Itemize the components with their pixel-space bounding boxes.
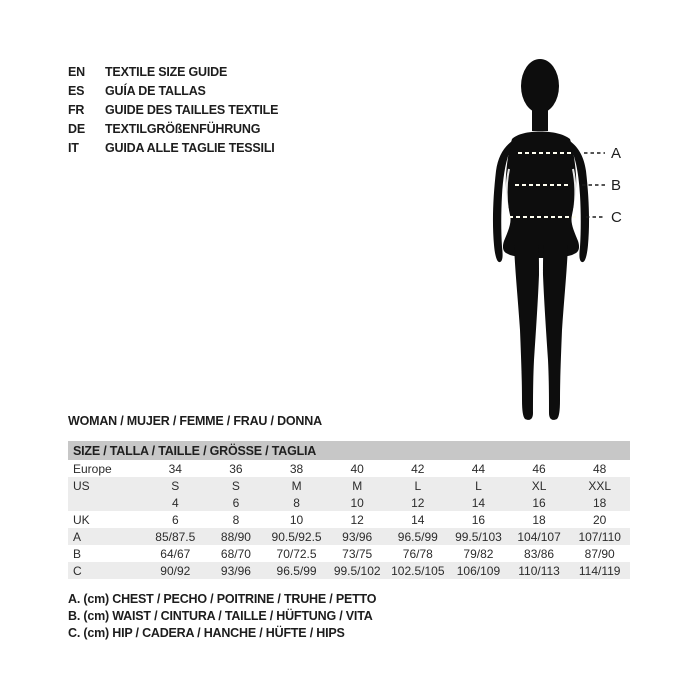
table-cell: 88/90 [220, 529, 251, 544]
size-table [68, 441, 630, 579]
table-cell: 104/107 [517, 529, 561, 544]
language-code: ES [68, 83, 85, 98]
table-cell: 85/87.5 [155, 529, 196, 544]
table-cell: 90/92 [160, 563, 191, 578]
table-cell: M [291, 478, 302, 493]
language-entry [68, 62, 278, 81]
table-cell: 16 [532, 495, 546, 510]
table-cell: 12 [411, 495, 425, 510]
table-cell: 64/67 [160, 546, 191, 561]
table-cell: 114/119 [578, 563, 621, 578]
table-cell: 76/78 [402, 546, 433, 561]
table-row [68, 528, 630, 545]
table-cell: 107/110 [578, 529, 621, 544]
table-row [68, 545, 630, 562]
language-label: TEXTILGRÖßENFÜHRUNG [105, 121, 261, 136]
table-row [68, 460, 630, 477]
table-cell: 16 [471, 512, 486, 527]
table-cell: 90.5/92.5 [271, 529, 322, 544]
table-cell: 38 [289, 461, 304, 476]
table-cell: 106/109 [456, 563, 501, 578]
table-cell: 18 [532, 512, 546, 527]
table-cell: 14 [411, 512, 425, 527]
table-cell: 20 [593, 512, 607, 527]
table-row [68, 562, 630, 579]
table-cell: 6 [171, 512, 179, 527]
table-cell: S [231, 478, 240, 493]
marker-label-b: B [611, 177, 622, 194]
woman-silhouette-icon [493, 59, 589, 420]
table-cell: 110/113 [518, 563, 560, 578]
table-cell: 68/70 [220, 546, 251, 561]
table-cell: S [171, 478, 180, 493]
table-row [68, 511, 630, 528]
legend-line: A. (cm) CHEST / PECHO / POITRINE / TRUHE / PETTO [68, 592, 377, 606]
table-cell: 73/75 [342, 546, 373, 561]
table-cell: 36 [229, 461, 243, 476]
table-cell: 8 [232, 512, 240, 527]
table-cell: 10 [350, 495, 364, 510]
legend-line: B. (cm) WAIST / CINTURA / TAILLE / HÜFTUNG / VITA [68, 609, 373, 623]
table-cell: 42 [411, 461, 425, 476]
row-label: UK [73, 512, 90, 527]
table-cell: 40 [350, 461, 364, 476]
language-entry [68, 138, 278, 157]
table-cell: 99.5/102 [333, 563, 381, 578]
size-table-header: SIZE / TALLA / TAILLE / GRÖSSE / TAGLIA [68, 441, 630, 460]
table-cell: 79/82 [463, 546, 494, 561]
table-cell: 44 [471, 461, 486, 476]
table-cell: 18 [593, 495, 607, 510]
table-cell: 6 [232, 495, 240, 510]
language-entry [68, 100, 278, 119]
table-cell: 99.5/103 [455, 529, 502, 544]
row-label: C [73, 563, 82, 578]
table-row [68, 494, 630, 511]
table-cell: 87/90 [584, 546, 615, 561]
row-label: B [73, 546, 82, 561]
language-entry [68, 81, 278, 100]
table-cell: 14 [471, 495, 486, 510]
language-label: GUIDA ALLE TAGLIE TESSILI [105, 140, 275, 155]
table-cell: L [475, 478, 482, 493]
language-code: FR [68, 102, 85, 117]
language-code: DE [68, 121, 85, 136]
table-cell: 70/72.5 [276, 546, 317, 561]
language-label: GUIDE DES TAILLES TEXTILE [105, 102, 279, 117]
table-cell: 102.5/105 [391, 563, 445, 578]
language-label: GUÍA DE TALLAS [105, 83, 206, 98]
table-cell: L [414, 478, 422, 493]
table-cell: 8 [293, 495, 300, 510]
language-entry [68, 119, 278, 138]
table-cell: XXL [588, 478, 612, 493]
language-code: IT [68, 140, 79, 155]
language-title-block [68, 62, 278, 157]
woman-figure [478, 55, 643, 433]
row-label: US [73, 478, 90, 493]
table-cell: 83/86 [524, 546, 555, 561]
table-cell: 96.5/99 [397, 529, 438, 544]
marker-label-a: A [611, 145, 622, 162]
legend-line: C. (cm) HIP / CADERA / HANCHE / HÜFTE / HIPS [68, 626, 345, 640]
row-label: Europe [73, 461, 112, 476]
table-cell: M [352, 478, 363, 493]
language-code: EN [68, 64, 85, 79]
table-cell: 93/96 [220, 563, 251, 578]
table-cell: 46 [532, 461, 546, 476]
language-label: TEXTILE SIZE GUIDE [105, 64, 228, 79]
table-cell: XL [531, 478, 547, 493]
row-label: A [73, 529, 82, 544]
table-cell: 48 [593, 461, 607, 476]
table-cell: 34 [168, 461, 182, 476]
marker-label-c: C [611, 209, 622, 226]
table-row [68, 477, 630, 494]
section-label-woman: WOMAN / MUJER / FEMME / FRAU / DONNA [68, 414, 322, 428]
measurement-legend [68, 592, 376, 643]
table-cell: 12 [350, 512, 364, 527]
table-cell: 96.5/99 [276, 563, 317, 578]
table-cell: 93/96 [342, 529, 373, 544]
table-cell: 4 [171, 495, 179, 510]
size-table-body [68, 460, 630, 579]
table-cell: 10 [289, 512, 304, 527]
